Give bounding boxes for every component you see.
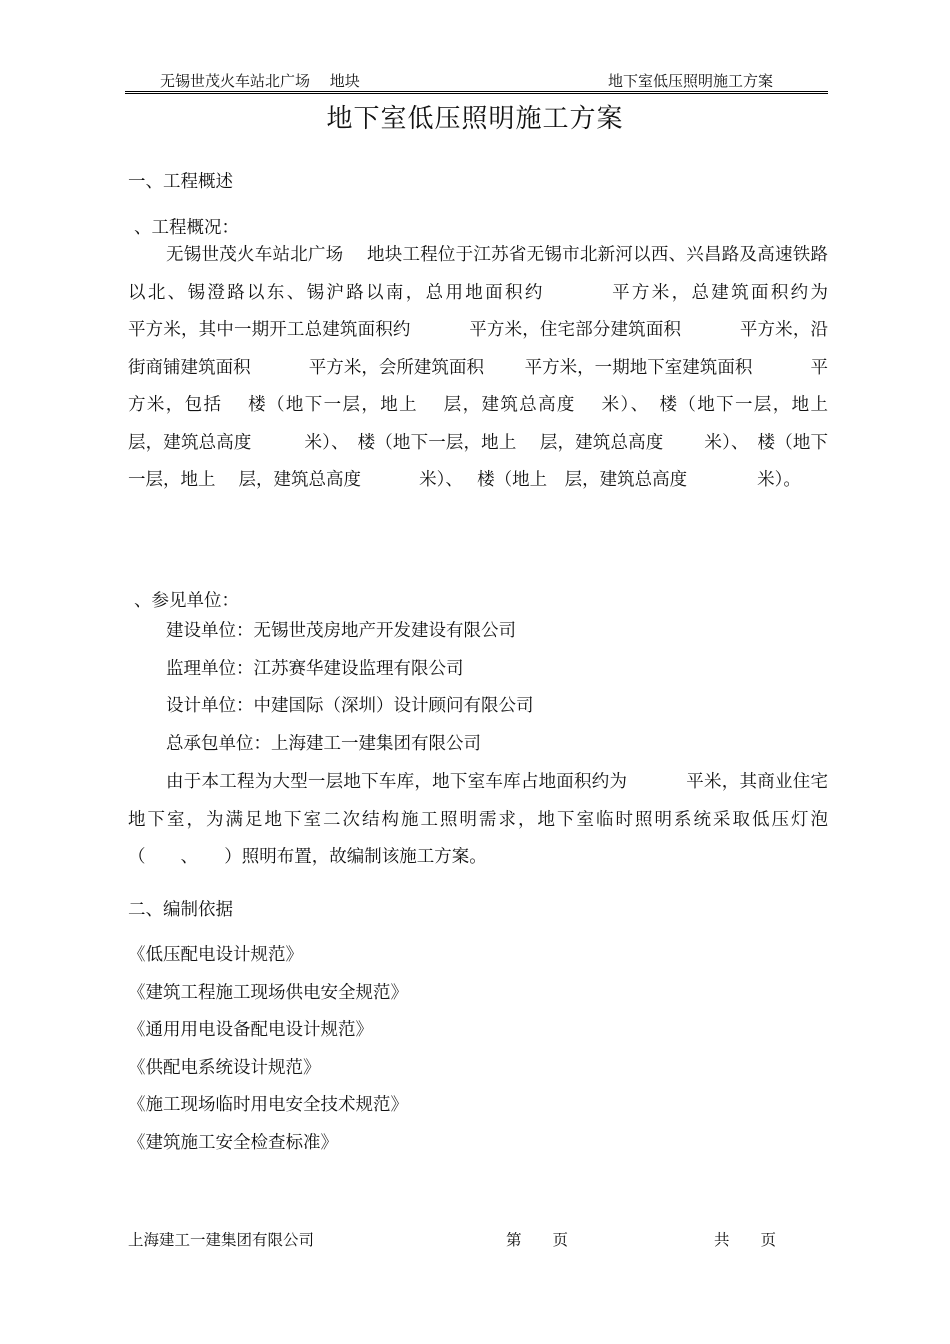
reference-item: 《建筑工程施工现场供电安全规范》 <box>128 983 408 1003</box>
overview-paragraph: 无锡世茂火车站北广场 地块工程位于江苏省无锡市北新河以西、兴昌路及高速铁路以北、锡澄路以东、锡沪路以南，总用地面积约 平方米，总建筑面积约为 平方米，其中一期开工总建筑面积约 平方米，住宅部分建筑面积 平方米，沿街商铺建筑面积 平方米，会所建筑面积 平方米，一期地下室建筑面积 平方米，包括 楼（地下一层，地上 层，建筑总高度 米）、 楼（地下一层，地上 层，建筑总高度 米）、 楼（地下一层，地上 层，建筑总高度 米）、 楼（地下一层，地上 层，建筑总高度 米）、 楼（地上 层，建筑总高度 米）。 <box>128 245 904 490</box>
subheading-project-overview: 、工程概况： <box>134 218 239 238</box>
reference-item: 《建筑施工安全检查标准》 <box>128 1133 338 1153</box>
unit-contractor: 总承包单位：上海建工一建集团有限公司 <box>166 734 481 754</box>
reason-paragraph: 由于本工程为大型一层地下车库，地下室车库占地面积约为 平米，其商业住宅地下室，为满足地下室二次结构施工照明需求，地下室临时照明系统采取低压灯泡（ 、 ）照明布置，故编制该施工方案。 <box>128 772 828 867</box>
page-title: 地下室低压照明施工方案 <box>326 104 624 134</box>
reference-item: 《施工现场临时用电安全技术规范》 <box>128 1095 408 1115</box>
section-heading-basis: 二、编制依据 <box>128 900 233 920</box>
reference-item: 《供配电系统设计规范》 <box>128 1058 321 1078</box>
subheading-participants: 、参见单位： <box>134 591 239 611</box>
footer-page-number: 第 页 <box>506 1231 569 1249</box>
header-project: 无锡世茂火车站北广场 地块 <box>160 72 360 90</box>
reference-item: 《通用用电设备配电设计规范》 <box>128 1020 373 1040</box>
footer-total-pages: 共 页 <box>714 1231 777 1249</box>
footer-company: 上海建工一建集团有限公司 <box>128 1231 315 1249</box>
header-rule <box>125 91 828 94</box>
section-heading-overview: 一、工程概述 <box>128 172 233 192</box>
unit-designer: 设计单位：中建国际（深圳）设计顾问有限公司 <box>166 696 534 716</box>
unit-client: 建设单位：无锡世茂房地产开发建设有限公司 <box>166 621 516 641</box>
header-doc-title: 地下室低压照明施工方案 <box>608 72 774 90</box>
reference-item: 《低压配电设计规范》 <box>128 945 303 965</box>
unit-supervisor: 监理单位：江苏赛华建设监理有限公司 <box>166 659 464 679</box>
